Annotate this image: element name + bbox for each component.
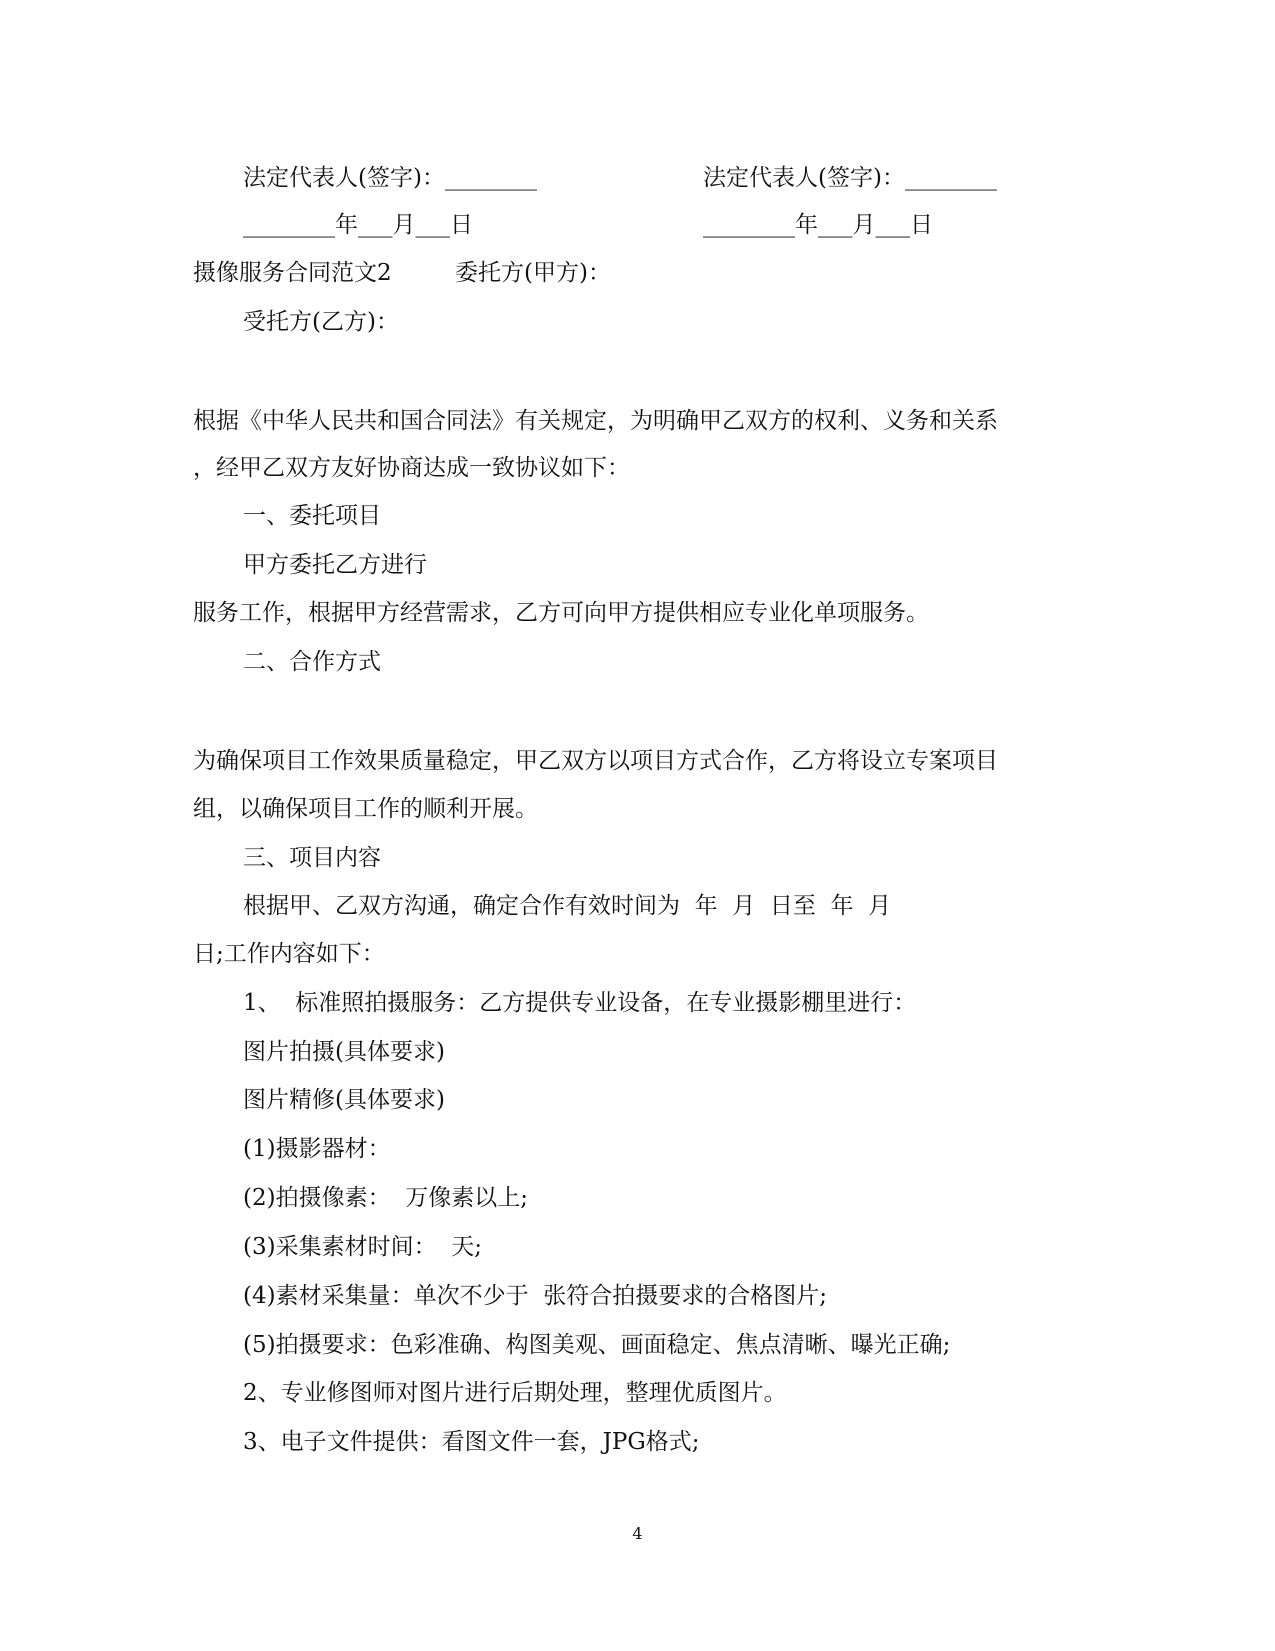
item-2-post-processing: 2、专业修图师对图片进行后期处理，整理优质图片。: [243, 1380, 787, 1406]
sub-item-4-material-quantity: (4)素材采集量：单次不少于 张符合拍摄要求的合格图片;: [243, 1283, 827, 1309]
client-party-label: 委托方(甲方)：: [455, 260, 611, 286]
contractor-party-label: 受托方(乙方)：: [243, 309, 399, 335]
section-1-heading: 一、委托项目: [243, 503, 381, 529]
section-1-line-1: 甲方委托乙方进行: [243, 552, 427, 578]
section-2-line-1: 为确保项目工作效果质量稳定，甲乙双方以项目方式合作，乙方将设立专案项目: [193, 748, 998, 774]
intro-paragraph-line-2: ，经甲乙双方友好协商达成一致协议如下：: [193, 455, 630, 481]
left-signature-date: ________年___月___日: [243, 212, 473, 238]
section-2-heading: 二、合作方式: [243, 649, 381, 675]
section-3-line-2: 日;工作内容如下：: [193, 941, 385, 967]
item-3-electronic-files: 3、电子文件提供：看图文件一套，JPG格式;: [243, 1429, 700, 1455]
left-legal-representative-signature: 法定代表人(签字)：________: [243, 165, 537, 191]
sub-item-1-equipment: (1)摄影器材：: [243, 1136, 391, 1162]
right-signature-date: ________年___月___日: [703, 212, 933, 238]
sub-item-2-pixels: (2)拍摄像素： 万像素以上;: [243, 1185, 528, 1211]
right-legal-representative-signature: 法定代表人(签字)：________: [703, 165, 997, 191]
item-1-photo-shooting: 图片拍摄(具体要求): [243, 1039, 445, 1065]
section-2-line-2: 组，以确保项目工作的顺利开展。: [193, 796, 538, 822]
sub-item-3-collection-time: (3)采集素材时间： 天;: [243, 1234, 482, 1260]
page-number: 4: [632, 1524, 643, 1543]
item-1-standard-photo-service: 1、 标准照拍摄服务：乙方提供专业设备，在专业摄影棚里进行：: [243, 990, 917, 1016]
sub-item-5-shooting-requirements: (5)拍摄要求：色彩准确、构图美观、画面稳定、焦点清晰、曝光正确;: [243, 1332, 951, 1358]
section-3-line-1: 根据甲、乙双方沟通，确定合作有效时间为 年 月 日至 年 月: [243, 893, 892, 919]
item-1-photo-retouching: 图片精修(具体要求): [243, 1087, 445, 1113]
intro-paragraph-line-1: 根据《中华人民共和国合同法》有关规定，为明确甲乙双方的权利、义务和关系: [193, 408, 998, 434]
section-1-line-2: 服务工作，根据甲方经营需求，乙方可向甲方提供相应专业化单项服务。: [193, 600, 929, 626]
contract-title: 摄像服务合同范文2: [193, 260, 392, 286]
section-3-heading: 三、项目内容: [243, 845, 381, 871]
